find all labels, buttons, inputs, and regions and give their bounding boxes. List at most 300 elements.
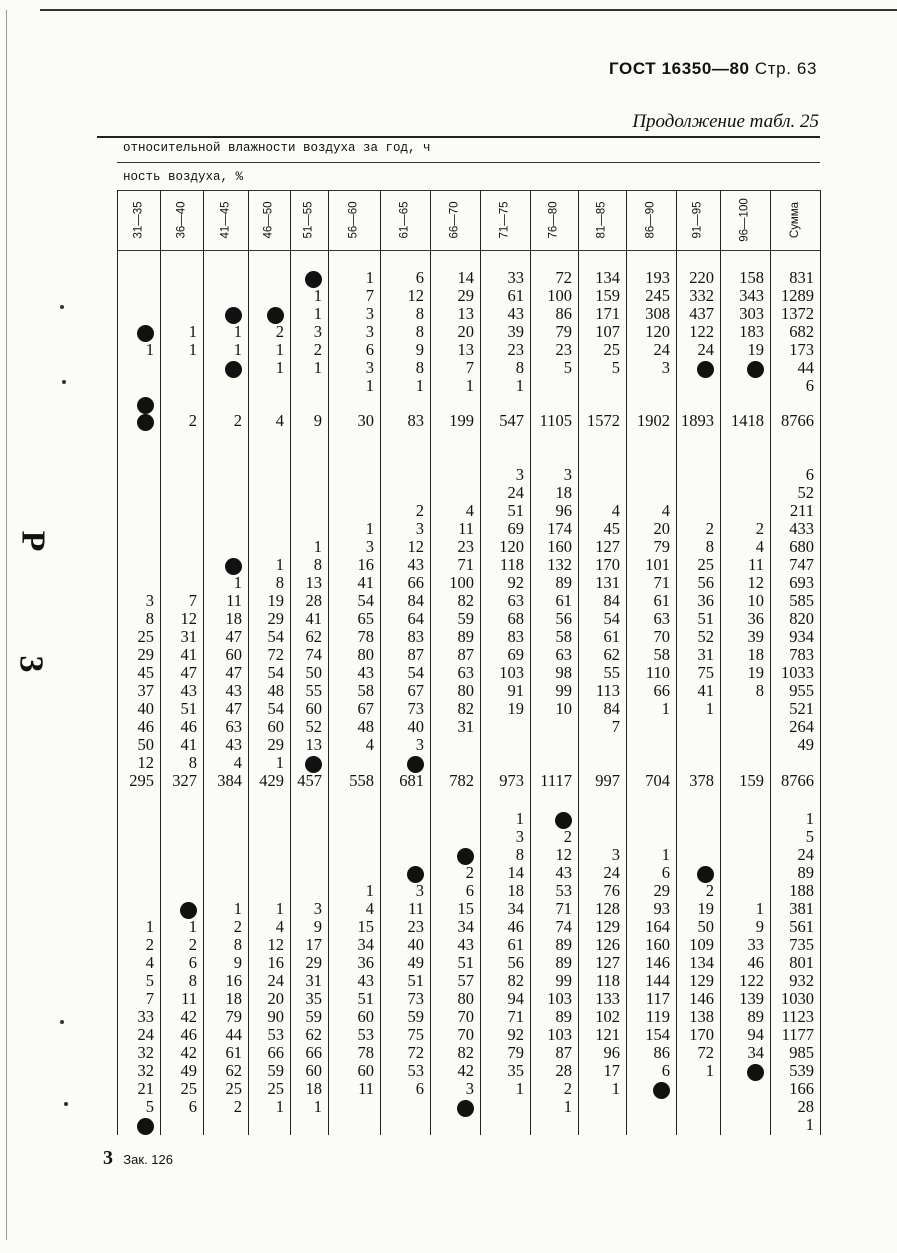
table-cell [203,502,242,520]
table-cell: 43 [407,555,424,574]
table-cell [720,1080,764,1098]
table-cell [160,1116,197,1134]
table-cell [203,305,242,323]
table-cell: 9 [755,917,764,936]
table-cell: 55 [305,681,322,700]
table-cell: 75 [407,1025,424,1044]
column-header [530,192,578,248]
table-cell: 433 [789,519,814,538]
table-column-values [290,810,322,1134]
table-cell: 166 [789,1079,814,1098]
table-cell: 585 [789,591,814,610]
table-cell [720,846,764,864]
table-cell: 3 [611,845,620,864]
table-cell: 52 [697,627,714,646]
table-cell: 955 [789,681,814,700]
table-cell: 1 [275,358,284,377]
table-cell: 48 [357,717,374,736]
column-total: 295 [129,771,154,790]
column-total: 8766 [781,411,814,430]
table-cell: 1 [275,555,284,574]
table-column-values [160,810,197,1134]
table-cell: 10 [555,699,572,718]
table-cell [380,864,424,882]
table-cell: 132 [547,555,572,574]
table-cell: 54 [603,609,620,628]
table-cell: 24 [267,971,284,990]
table-cell: 39 [747,627,764,646]
table-cell: 1 [313,286,322,305]
top-border-line [40,9,897,11]
column-total: 782 [449,771,474,790]
column-header [578,192,626,248]
table-column-values [676,810,714,1134]
table-cell: 1 [611,1079,620,1098]
table-cell [160,502,197,520]
table-cell: 1 [365,881,374,900]
table-cell: 61 [555,591,572,610]
table-cell [720,1098,764,1116]
table-cell: 16 [267,953,284,972]
table-cell [380,754,424,772]
table-cell: 188 [789,881,814,900]
table-cell: 8 [188,971,197,990]
table-cell [160,846,197,864]
table-cell: 735 [789,935,814,954]
table-cell [626,1098,670,1116]
table-cell: 29 [457,286,474,305]
dot-marker [747,361,764,378]
table-cell [160,466,197,484]
table-column-values [160,269,197,413]
table-cell: 51 [180,699,197,718]
table-cell [480,1116,524,1134]
table-cell: 1 [188,340,197,359]
table-cell [248,520,284,538]
table-cell: 747 [789,555,814,574]
table-cell: 133 [595,989,620,1008]
table-cell [626,736,670,754]
table-cell: 100 [547,286,572,305]
table-cell: 62 [305,1025,322,1044]
table-cell: 102 [595,1007,620,1026]
table-cell: 53 [407,1061,424,1080]
table-cell: 67 [357,699,374,718]
table-cell: 122 [689,322,714,341]
table-cell [290,864,322,882]
table-cell: 63 [507,591,524,610]
table-cell: 3 [415,881,424,900]
footer-order: Зак. 126 [123,1152,173,1167]
table-cell [248,466,284,484]
table-cell: 87 [407,645,424,664]
table-cell: 8 [275,573,284,592]
table-cell [626,810,670,828]
table-cell [676,377,714,395]
column-header [720,192,770,248]
table-cell [203,538,242,556]
column-total: 457 [297,771,322,790]
table-cell: 18 [747,645,764,664]
table-cell: 59 [305,1007,322,1026]
table-cell: 160 [547,537,572,556]
table-cell [160,269,197,287]
page-number: Стр. 63 [754,59,817,78]
table-cell: 19 [267,591,284,610]
table-cell: 1 [313,358,322,377]
table-cell: 1 [145,340,154,359]
table-column-values [380,810,424,1134]
table-cell: 12 [747,573,764,592]
table-column-values [480,269,524,413]
table-title-row-1: относительной влажности воздуха за год, ч [123,141,431,155]
table-cell: 1 [805,809,814,828]
table-cell: 13 [305,573,322,592]
table-cell: 79 [225,1007,242,1026]
table-cell [248,502,284,520]
column-total: 429 [259,771,284,790]
table-column-values [117,466,154,772]
table-cell: 4 [233,753,242,772]
table-cell: 65 [357,609,374,628]
table-cell: 72 [407,1043,424,1062]
table-cell: 264 [789,717,814,736]
table-cell: 83 [507,627,524,646]
table-cell: 72 [267,645,284,664]
table-cell: 4 [755,537,764,556]
table-cell: 24 [507,483,524,502]
table-cell: 11 [408,899,424,918]
table-cell [578,1116,620,1134]
table-cell [203,1116,242,1134]
table-cell: 12 [407,537,424,556]
table-cell: 25 [180,1079,197,1098]
table-cell: 2 [313,340,322,359]
table-cell: 539 [789,1061,814,1080]
table-cell: 109 [689,935,714,954]
table-cell: 1 [465,376,474,395]
table-cell: 42 [180,1043,197,1062]
table-cell [248,1116,284,1134]
table-cell [117,287,154,305]
table-cell [626,377,670,395]
table-cell: 19 [507,699,524,718]
table-cell: 54 [357,591,374,610]
table-cell: 5 [611,358,620,377]
table-cell: 49 [180,1061,197,1080]
table-column-values [430,466,474,772]
table-cell: 43 [357,971,374,990]
table-cell [328,484,374,502]
table-cell: 41 [180,735,197,754]
table-cell [203,520,242,538]
table-cell: 193 [645,268,670,287]
table-cell: 60 [357,1007,374,1026]
table-cell [530,736,572,754]
table-cell: 89 [555,573,572,592]
table-cell: 52 [305,717,322,736]
table-cell [676,718,714,736]
table-cell: 220 [689,268,714,287]
table-cell: 120 [499,537,524,556]
table-cell: 119 [645,1007,670,1026]
table-cell [626,1080,670,1098]
table-cell: 146 [645,953,670,972]
table-cell: 92 [507,573,524,592]
table-cell: 2 [563,1079,572,1098]
table-cell: 3 [465,1079,474,1098]
table-title-rule [117,162,820,163]
column-header [248,192,290,248]
table-cell [160,305,197,323]
table-cell: 15 [457,899,474,918]
table-cell: 37 [137,681,154,700]
table-cell: 32 [137,1061,154,1080]
table-cell [430,1116,474,1134]
table-cell: 40 [407,935,424,954]
table-cell: 19 [697,899,714,918]
table-cell [248,810,284,828]
table-cell: 43 [507,304,524,323]
table-cell [720,736,764,754]
table-column-values [430,269,474,413]
table-header-bottom-rule [117,250,820,251]
table-cell: 2 [755,519,764,538]
table-cell [203,828,242,846]
table-cell [160,538,197,556]
table-cell: 8 [188,753,197,772]
column-header [676,192,720,248]
table-cell: 33 [137,1007,154,1026]
table-cell: 103 [547,1025,572,1044]
table-cell: 87 [457,645,474,664]
table-column-values [626,269,670,413]
column-header-label: 41—45 [219,201,232,239]
table-cell: 2 [563,827,572,846]
table-cell [328,810,374,828]
table-cell [203,269,242,287]
table-cell [160,864,197,882]
table-cell: 1372 [781,304,814,323]
table-cell: 25 [603,340,620,359]
table-cell: 12 [267,935,284,954]
table-cell: 8 [705,537,714,556]
table-cell: 29 [305,953,322,972]
table-cell: 43 [357,663,374,682]
table-cell: 3 [313,322,322,341]
table-cell: 144 [645,971,670,990]
table-cell: 1 [365,376,374,395]
table-cell: 103 [499,663,524,682]
table-cell: 6 [415,1079,424,1098]
table-cell [328,466,374,484]
table-cell [626,466,670,484]
table-column-values [578,466,620,772]
table-cell: 50 [305,663,322,682]
table-cell: 1 [313,537,322,556]
table-cell: 1 [145,917,154,936]
column-total: 1893 [681,411,714,430]
table-cell: 60 [305,699,322,718]
table-cell [248,305,284,323]
table-cell: 4 [661,501,670,520]
table-cell: 8 [415,304,424,323]
table-cell: 84 [603,699,620,718]
table-cell: 92 [507,1025,524,1044]
table-cell: 4 [365,735,374,754]
table-cell: 28 [555,1061,572,1080]
table-cell [530,377,572,395]
table-cell: 32 [137,1043,154,1062]
table-cell [203,846,242,864]
table-cell: 25 [267,1079,284,1098]
table-cell: 1 [275,899,284,918]
table-cell: 60 [225,645,242,664]
table-cell: 68 [507,609,524,628]
table-cell: 14 [457,268,474,287]
table-column-values [248,466,284,772]
table-cell: 801 [789,953,814,972]
column-header [480,192,530,248]
column-header-label: 76—80 [548,201,560,239]
column-header-label: 96—100 [738,198,751,242]
table-cell: 64 [407,609,424,628]
table-cell: 54 [267,699,284,718]
table-column-values [626,466,670,772]
table-cell [328,1098,374,1116]
table-cell: 14 [507,863,524,882]
table-cell [480,1098,524,1116]
table-cell: 67 [407,681,424,700]
table-cell: 693 [789,573,814,592]
table-cell [676,736,714,754]
table-cell: 17 [305,935,322,954]
dot-marker [137,414,154,431]
table-cell: 245 [645,286,670,305]
table-cell: 71 [555,899,572,918]
column-total: 973 [499,771,524,790]
table-cell: 20 [457,322,474,341]
table-cell [720,377,764,395]
table-cell: 45 [603,519,620,538]
table-cell: 39 [507,322,524,341]
table-cell [290,882,322,900]
table-cell: 1123 [781,1007,814,1026]
column-header-label: Сумма [788,201,801,239]
table-cell: 1 [563,1097,572,1116]
table-cell: 23 [507,340,524,359]
table-cell: 5 [145,1097,154,1116]
table-cell: 28 [797,1097,814,1116]
table-cell: 21 [137,1079,154,1098]
scan-speck [60,305,64,309]
table-cell: 24 [797,845,814,864]
table-cell [676,1098,714,1116]
table-cell: 2 [705,519,714,538]
table-column-values [328,810,374,1134]
table-cell: 4 [275,917,284,936]
table-column-values [770,810,814,1134]
table-cell [676,828,714,846]
table-cell: 101 [645,555,670,574]
table-cell [248,287,284,305]
table-cell [248,882,284,900]
table-cell: 53 [357,1025,374,1044]
table-cell: 3 [415,735,424,754]
table-cell [203,466,242,484]
table-cell [117,377,154,395]
table-cell: 820 [789,609,814,628]
table-cell [290,828,322,846]
table-cell: 79 [653,537,670,556]
table-cell [480,718,524,736]
table-cell: 18 [225,609,242,628]
column-header-label: 86—90 [645,201,657,239]
table-cell: 117 [645,989,670,1008]
table-cell [380,484,424,502]
table-title-row-2: ность воздуха, % [123,170,244,184]
table-cell: 160 [645,935,670,954]
table-column-values [720,269,764,413]
table-cell [480,736,524,754]
table-cell: 1 [805,1115,814,1134]
table-cell: 8 [313,555,322,574]
table-cell: 60 [305,1061,322,1080]
table-column-values [430,810,474,1134]
table-cell: 5 [145,971,154,990]
table-cell [380,1116,424,1134]
table-cell: 122 [739,971,764,990]
table-cell [160,828,197,846]
table-cell: 71 [457,555,474,574]
table-cell: 682 [789,322,814,341]
column-header-label: 36—40 [175,201,188,239]
table-cell: 66 [653,681,670,700]
column-header-label: 31—35 [132,201,145,239]
table-column-values [290,269,322,413]
table-cell: 2 [705,881,714,900]
page-footer [103,1147,173,1170]
column-total: 159 [739,771,764,790]
column-total: 1902 [637,411,670,430]
table-cell [160,484,197,502]
table-cell: 171 [595,304,620,323]
table-cell: 60 [267,717,284,736]
table-cell: 45 [137,663,154,682]
table-cell: 8 [515,845,524,864]
column-header [117,192,160,248]
column-header [203,192,248,248]
column-header-label: 66—70 [449,201,461,239]
table-cell: 3 [365,304,374,323]
table-cell: 139 [739,989,764,1008]
table-cell [480,754,524,772]
table-cell: 10 [747,591,764,610]
table-cell [117,502,154,520]
column-total: 1105 [539,411,572,430]
table-cell [117,538,154,556]
table-cell: 59 [267,1061,284,1080]
table-cell: 33 [747,935,764,954]
table-column-values [328,269,374,413]
table-cell: 1 [313,304,322,323]
table-cell: 129 [689,971,714,990]
table-cell: 113 [595,681,620,700]
table-cell: 71 [653,573,670,592]
table-cell: 80 [457,681,474,700]
column-header [626,192,676,248]
table-cell: 2 [233,917,242,936]
